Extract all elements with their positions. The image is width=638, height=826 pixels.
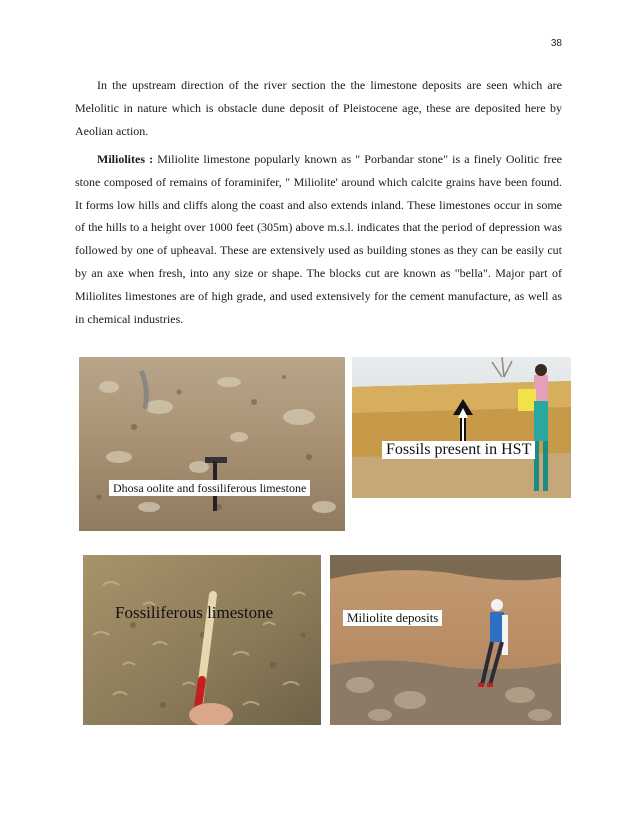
photo-dhosa-oolite <box>79 357 345 531</box>
photo-miliolite-deposits <box>330 555 561 725</box>
caption-dhosa-oolite: Dhosa oolite and fossiliferous limestone <box>109 480 310 496</box>
dhosa-oolite-image <box>79 357 345 531</box>
miliolites-heading: Miliolites : <box>97 152 154 166</box>
fossiliferous-limestone-image <box>83 555 321 725</box>
miliolites-body: Miliolite limestone popularly known as " Porbandar stone" is a finely Oolitic free stone composed of remains of foraminifer, " Miliolite' around which calcite grains have been found. It forms low hills and cliffs along the coast and also extends inland. These limestones occur in some of the hills to a height over 1000 feet (305m) above m.s.l. indicates that the period of depression was followed by one of upheaval. These are extensively used as building stones as they can be easily cut by an axe when fresh, into any size or shape. The blocks cut are known as "bella". Major part of Miliolites limestones are of high grade, and used extensively for the cement manufacture, as well as in chemical industries. <box>75 152 562 326</box>
photo-fossiliferous-limestone <box>83 555 321 725</box>
paragraph-miliolites <box>75 148 562 330</box>
miliolite-deposits-image <box>330 555 561 725</box>
caption-fossiliferous-limestone: Fossiliferous limestone <box>115 603 274 622</box>
photo-fossils-hst <box>352 357 571 498</box>
paragraph-upstream-limestone: In the upstream direction of the river section the the limestone deposits are seen which are Melolitic in nature which is obstacle dune deposit of Pleistocene age, these are deposited here by Aeolian action. <box>75 78 562 138</box>
page-number: 38 <box>550 38 562 49</box>
caption-miliolite-deposits: Miliolite deposits <box>343 610 442 626</box>
fossils-hst-image <box>352 357 571 498</box>
caption-fossils-hst: Fossils present in HST <box>382 441 535 459</box>
